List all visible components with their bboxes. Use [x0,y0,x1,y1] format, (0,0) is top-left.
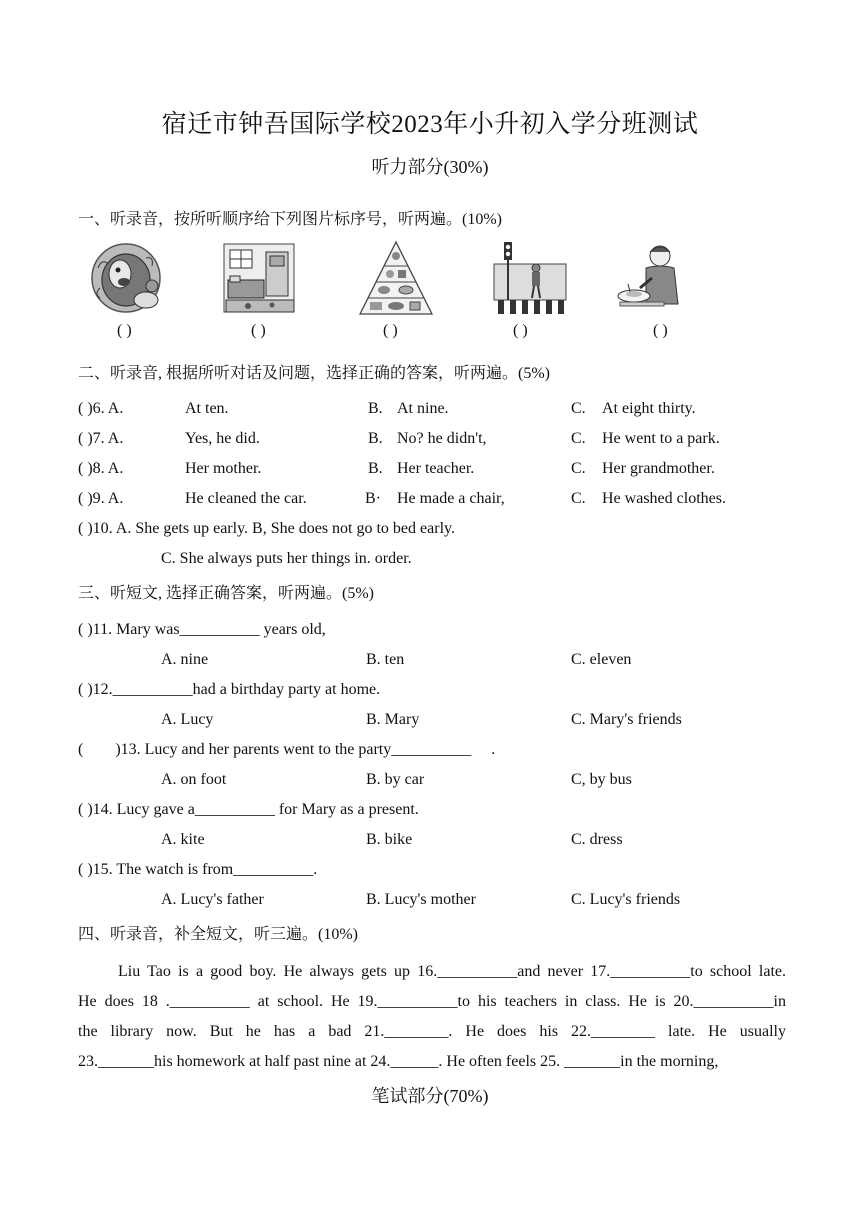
question-15-option-c[interactable]: C. Lucy's friends [571,891,681,908]
question-13-option-b[interactable]: B. by car [366,771,425,788]
question-12-stem: ( )12.__________had a birthday party at home. [78,681,381,698]
answer-bracket-5[interactable]: ( ) [653,322,668,339]
question-8-option-b-label: B. [368,460,383,477]
question-15-option-a[interactable]: A. Lucy's father [161,891,264,908]
question-14-stem: ( )14. Lucy gave a__________ for Mary as a present. [78,801,419,818]
question-14-option-b[interactable]: B. bike [366,831,413,848]
cloze-line-2: He does 18 .__________ at school. He 19.__________to his teachers in class. He is 20.__________in [78,993,786,1010]
boy-eating-picture [612,238,692,318]
question-8-option-c[interactable]: Her grandmother. [602,460,715,477]
question-11-option-b[interactable]: B. ten [366,651,405,668]
section-2-heading: 二、听录音, 根据所听对话及问题，选择正确的答案，听两遍。(5%) [78,365,550,382]
lion-picture [88,238,168,318]
question-8-number: ( )8. A. [78,460,124,477]
question-13-option-a[interactable]: A. on foot [161,771,227,788]
section-3-heading: 三、听短文, 选择正确答案，听两遍。(5%) [78,585,374,602]
exam-title: 宿迁市钟吾国际学校2023年小升初入学分班测试 [161,111,699,138]
question-13-stem: ( )13. Lucy and her parents went to the party__________ . [78,741,496,758]
section-4-heading: 四、听录音，补全短文，听三遍。(10%) [78,926,358,943]
question-6-number: ( )6. A. [78,400,124,417]
writing-section-title: 笔试部分(70%) [371,1086,489,1106]
cloze-line-4: 23._______his homework at half past nine at 24.______. He often feels 25. _______in the morning, [78,1053,719,1070]
question-11-option-c[interactable]: C. eleven [571,651,632,668]
question-10-line-2: C. She always puts her things in. order. [161,550,412,567]
question-14-option-a[interactable]: A. kite [161,831,205,848]
question-6-option-a[interactable]: At ten. [185,400,229,417]
question-8-option-a[interactable]: Her mother. [185,460,262,477]
question-9-option-b[interactable]: He made a chair, [397,490,505,507]
question-9-option-b-label: B· [365,490,381,507]
answer-bracket-4[interactable]: ( ) [513,322,528,339]
answer-bracket-2[interactable]: ( ) [251,322,266,339]
cloze-line-3: the library now. But he has a bad 21.________. He does his 22.________ late. He usually [78,1023,786,1040]
question-6-option-c-label: C. [571,400,586,417]
question-11-stem: ( )11. Mary was__________ years old, [78,621,326,638]
question-7-option-a[interactable]: Yes, he did. [185,430,260,447]
question-9-option-c-label: C. [571,490,586,507]
question-8-option-c-label: C. [571,460,586,477]
question-13-option-c[interactable]: C, by bus [571,771,632,788]
bedroom-picture [220,238,300,318]
question-9-option-a[interactable]: He cleaned the car. [185,490,307,507]
section-1-heading: 一、听录音，按所听顺序给下列图片标序号，听两遍。(10%) [78,211,502,228]
traffic-crossing-picture [490,238,570,318]
answer-bracket-3[interactable]: ( ) [383,322,398,339]
question-6-option-c[interactable]: At eight thirty. [602,400,696,417]
question-6-option-b[interactable]: At nine. [397,400,449,417]
cloze-line-1: Liu Tao is a good boy. He always gets up 16.__________and never 17.__________to school late. [118,963,786,980]
question-7-option-b[interactable]: No? he didn't, [397,430,487,447]
question-12-option-a[interactable]: A. Lucy [161,711,214,728]
cloze-passage [78,957,786,1077]
question-9-number: ( )9. A. [78,490,124,507]
question-12-option-c[interactable]: C. Mary's friends [571,711,682,728]
question-14-option-c[interactable]: C. dress [571,831,623,848]
question-7-option-b-label: B. [368,430,383,447]
question-12-option-b[interactable]: B. Mary [366,711,420,728]
question-15-stem: ( )15. The watch is from__________. [78,861,318,878]
question-10-line-1: ( )10. A. She gets up early. B, She does not go to bed early. [78,520,455,537]
question-6-option-b-label: B. [368,400,383,417]
question-11-option-a[interactable]: A. nine [161,651,209,668]
question-7-option-c[interactable]: He went to a park. [602,430,720,447]
question-8-option-b[interactable]: Her teacher. [397,460,475,477]
answer-bracket-1[interactable]: ( ) [117,322,132,339]
question-7-option-c-label: C. [571,430,586,447]
question-15-option-b[interactable]: B. Lucy's mother [366,891,476,908]
food-pyramid-picture [356,238,436,318]
listening-section-title: 听力部分(30%) [371,157,489,177]
question-7-number: ( )7. A. [78,430,124,447]
question-9-option-c[interactable]: He washed clothes. [602,490,726,507]
